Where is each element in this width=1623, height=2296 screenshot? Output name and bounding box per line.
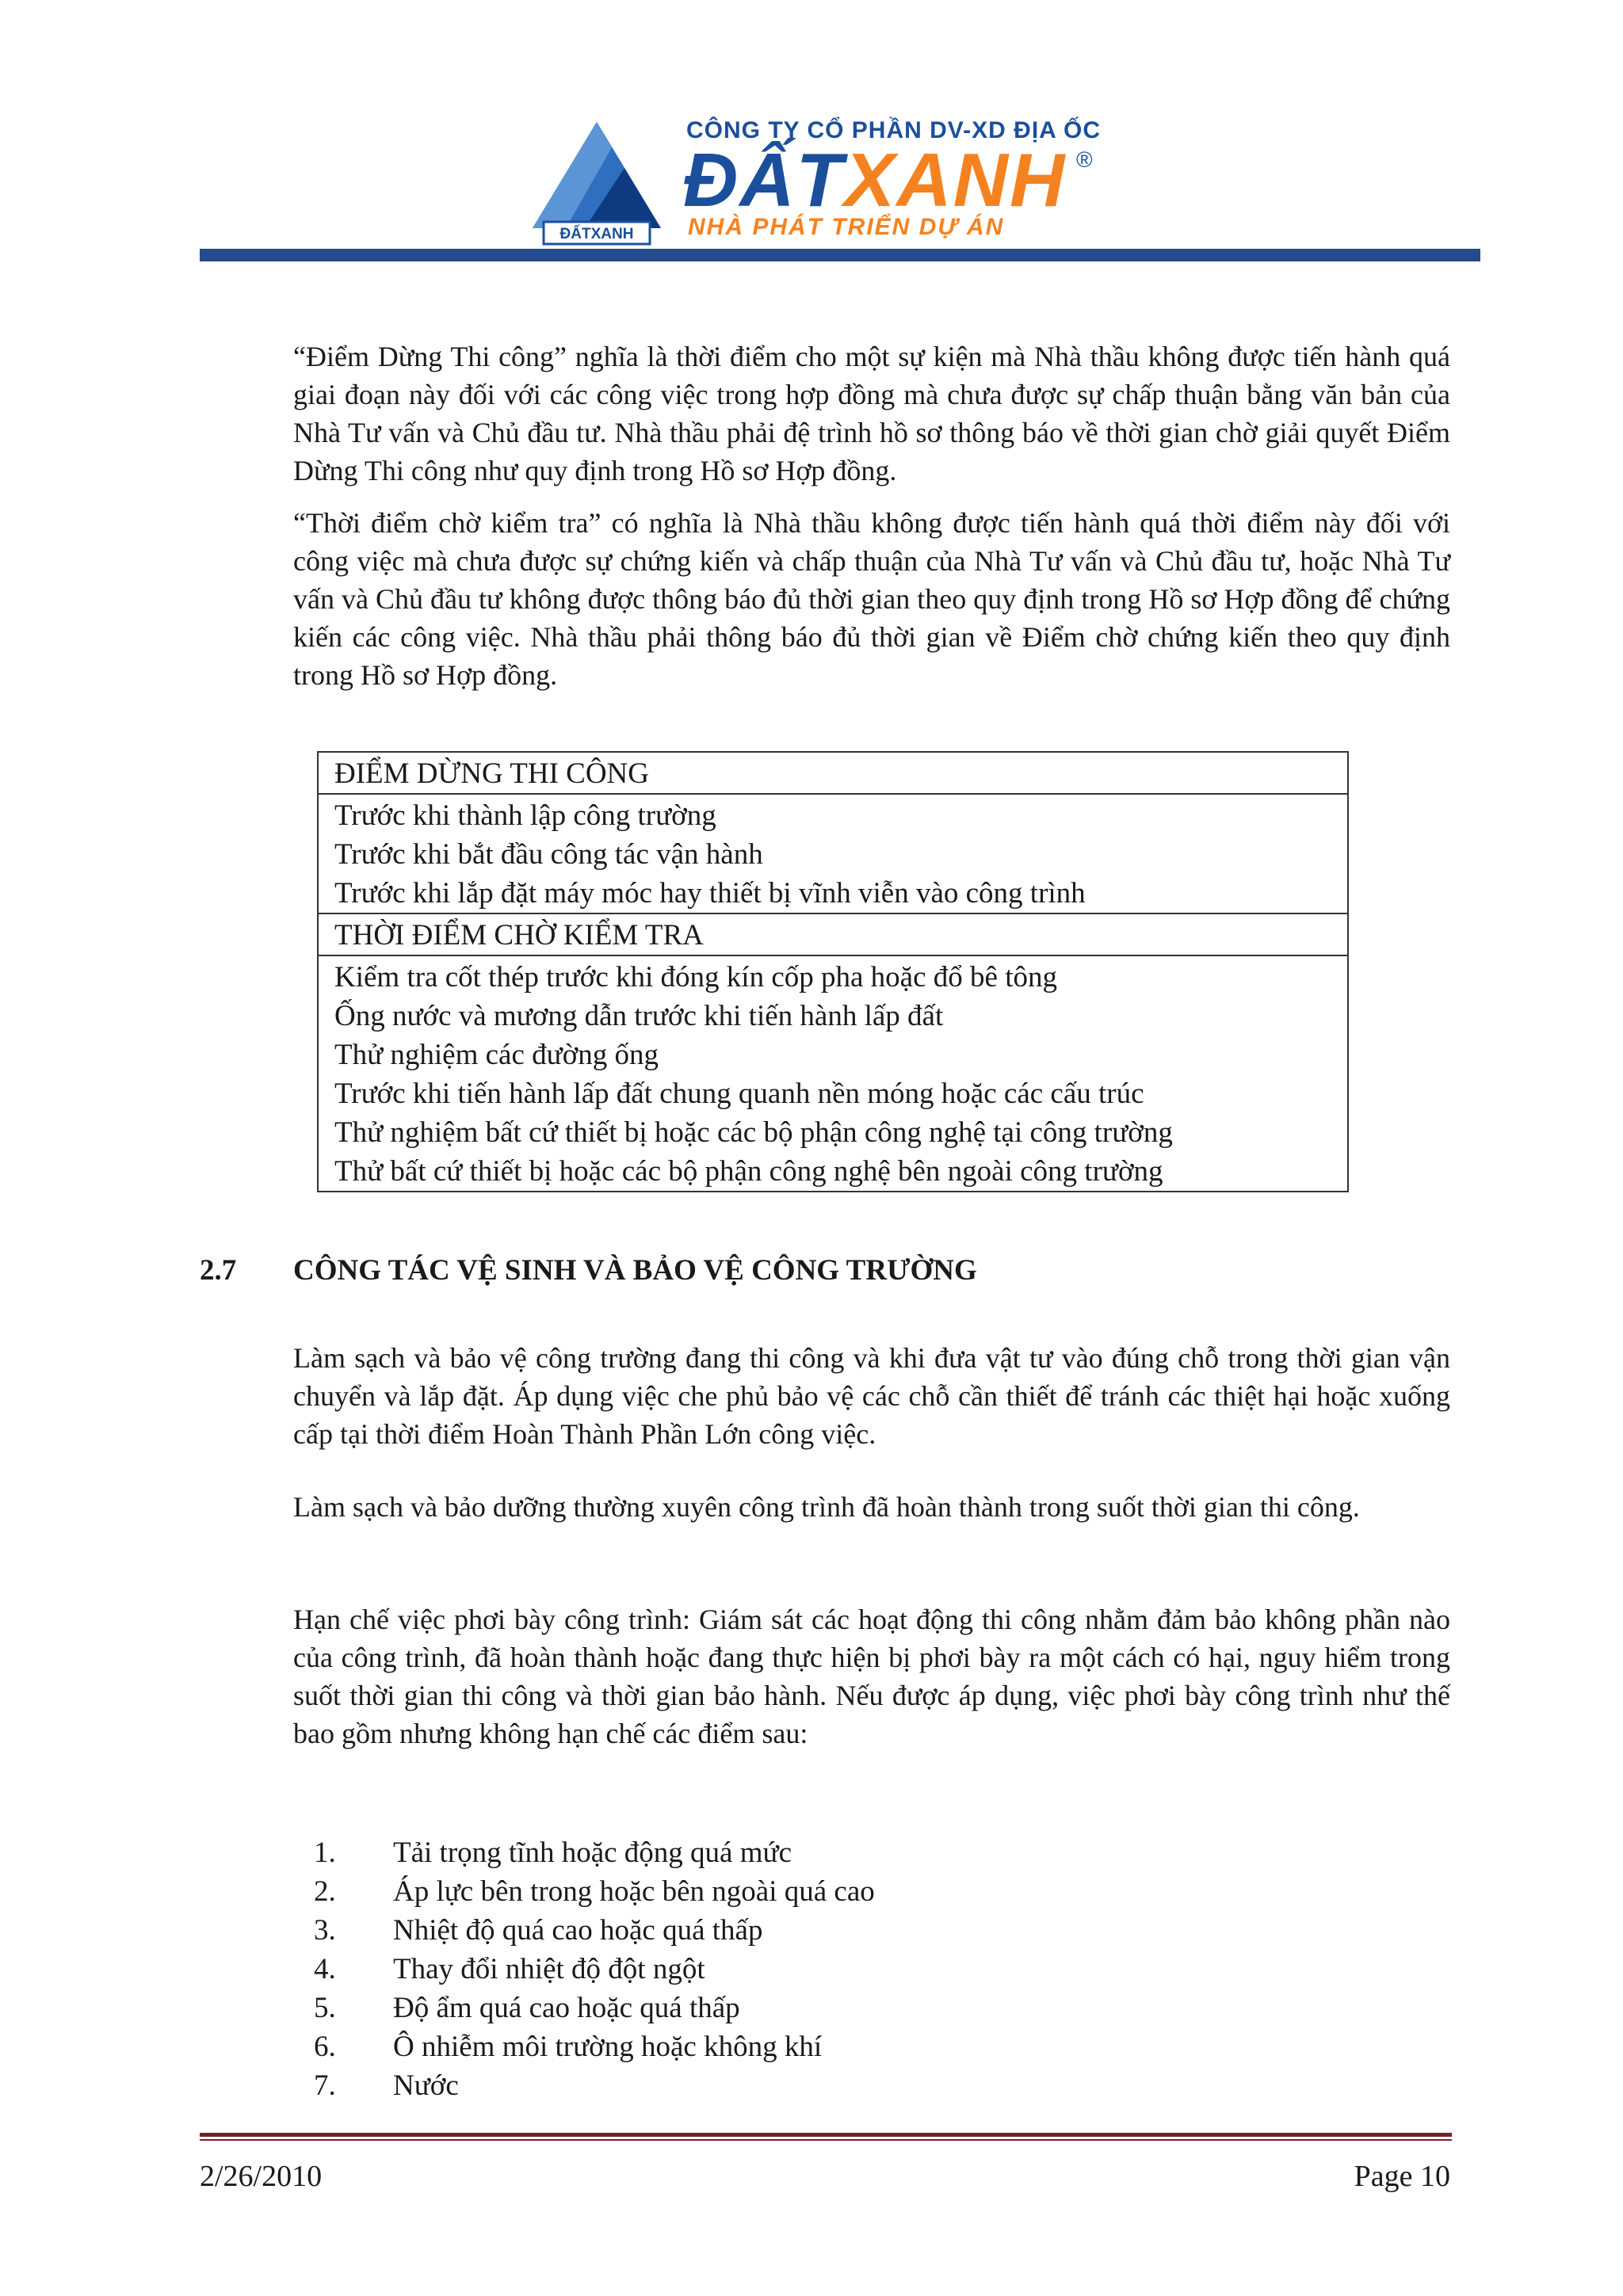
list-item-text: Tải trọng tĩnh hoặc động quá mức [393,1836,792,1869]
hold-items-cell [318,794,1348,913]
list-item [314,1833,875,1872]
list-item-number: 1. [314,1836,336,1869]
witness-items-cell [318,955,1348,1192]
witness-header-cell [318,913,1348,955]
brand-name-part1: ĐẤT [683,138,845,223]
logo-wordmark: ĐẤTXANH [559,226,634,242]
list-item [314,1911,875,1950]
list-item-number: 3. [314,1914,336,1947]
witness-header: THỜI ĐIỂM CHỜ KIỂM TRA [334,919,704,952]
registered-mark: ® [1076,147,1093,172]
section-title: CÔNG TÁC VỆ SINH VÀ BẢO VỆ CÔNG TRƯỜNG [293,1254,977,1287]
exposure-list [314,1833,875,2105]
footer-date: 2/26/2010 [200,2160,323,2193]
list-item-number: 5. [314,1992,336,2024]
list-item-text: Thay đổi nhiệt độ đột ngột [393,1953,705,1985]
list-item-text: Nhiệt độ quá cao hoặc quá thấp [393,1914,763,1947]
hold-item: Trước khi lắp đặt máy móc hay thiết bị vĩnh viễn vào công trình [334,877,1086,910]
witness-item: Thử nghiệm bất cứ thiết bị hoặc các bộ phận công nghệ tại công trường [334,1116,1173,1149]
list-item-text: Nước [393,2069,459,2102]
witness-item: Thử nghiệm các đường ống [334,1039,659,1071]
hold-header: ĐIỂM DỪNG THI CÔNG [334,757,649,790]
company-name: CÔNG TY CỔ PHẦN DV-XD ĐỊA ỐC [686,117,1102,143]
table-row [318,913,1348,955]
brand-tagline: NHÀ PHÁT TRIỂN DỰ ÁN [688,214,1005,240]
witness-item: Trước khi tiến hành lấp đất chung quanh nền móng hoặc các cấu trúc [334,1077,1144,1110]
paragraph-exposure: Hạn chế việc phơi bày công trình: Giám sát các hoạt động thi công nhằm đảm bảo không phần nào của công trình, đã hoàn thành hoặc đang thực hiện bị phơi bày ra một cách có hại, nguy hiểm trong suốt thời gian thi công và thời gian bảo hành. Nếu được áp dụng, việc phơi bày công trình như thế bao gồm nhưng không hạn chế các điểm sau: [293,1604,1450,1749]
list-item [314,1989,875,2027]
hold-item: Trước khi bắt đầu công tác vận hành [334,838,763,871]
paragraph-hold-point: “Điểm Dừng Thi công” nghĩa là thời điểm cho một sự kiện mà Nhà thầu không được tiến hành quá giai đoạn này đối với các công việc trong hợp đồng mà chưa được sự chấp thuận bằng văn bản của Nhà Tư vấn và Chủ đầu tư. Nhà thầu phải đệ trình hồ sơ thông báo về thời gian chờ giải quyết Điểm Dừng Thi công như quy định trong Hồ sơ Hợp đồng. [293,341,1450,486]
hold-header-cell [318,752,1348,794]
footer-rule-thin [200,2139,1452,2141]
paragraph-site-cleaning: Làm sạch và bảo vệ công trường đang thi công và khi đưa vật tư vào đúng chỗ trong thời gian vận chuyển và lắp đặt. Áp dụng việc che phủ bảo vệ các chỗ cần thiết để tránh các thiệt hại hoặc xuống cấp tại thời điểm Hoàn Thành Phần Lớn công việc. [293,1342,1450,1450]
header-rule [200,249,1480,261]
list-item [314,1872,875,1911]
list-item-number: 2. [314,1875,336,1908]
list-item-number: 4. [314,1953,336,1985]
brand-name [683,138,1067,223]
list-item-text: Ô nhiễm môi trường hoặc không khí [393,2031,823,2063]
table-row [318,794,1348,913]
brand-name-part2: XANH [844,138,1067,223]
section-number: 2.7 [200,1254,237,1287]
page-header [0,0,1623,273]
list-item [314,2027,875,2066]
page-number: Page 10 [1354,2160,1450,2193]
datxanh-logo-icon [529,119,664,246]
paragraph-maintenance: Làm sạch và bảo dưỡng thường xuyên công trình đã hoàn thành trong suốt thời gian thi công. [293,1491,1360,1523]
table-row [318,752,1348,794]
paragraph-witness-point: “Thời điểm chờ kiểm tra” có nghĩa là Nhà thầu không được tiến hành quá thời điểm này đối với công việc mà chưa được sự chứng kiến và chấp thuận của Nhà Tư vấn và Chủ đầu tư, hoặc Nhà Tư vấn và Chủ đầu tư không được thông báo đủ thời gian theo quy định trong Hồ sơ Hợp đồng để chứng kiến các công việc. Nhà thầu phải thông báo đủ thời gian về Điểm chờ chứng kiến theo quy định trong Hồ sơ Hợp đồng. [293,507,1450,691]
witness-item: Kiểm tra cốt thép trước khi đóng kín cốp pha hoặc đổ bê tông [334,961,1057,994]
hold-witness-table [317,751,1349,1192]
footer-rule [200,2133,1452,2137]
list-item-number: 6. [314,2031,336,2063]
list-item-number: 7. [314,2069,336,2102]
witness-item: Thử bất cứ thiết bị hoặc các bộ phận công nghệ bên ngoài công trường [334,1155,1163,1188]
list-item [314,2066,875,2105]
list-item-text: Áp lực bên trong hoặc bên ngoài quá cao [393,1875,875,1908]
list-item-text: Độ ẩm quá cao hoặc quá thấp [393,1992,740,2024]
list-item [314,1950,875,1989]
witness-item: Ống nước và mương dẫn trước khi tiến hành lấp đất [334,1000,944,1032]
table-row [318,955,1348,1192]
hold-item: Trước khi thành lập công trường [334,799,716,832]
